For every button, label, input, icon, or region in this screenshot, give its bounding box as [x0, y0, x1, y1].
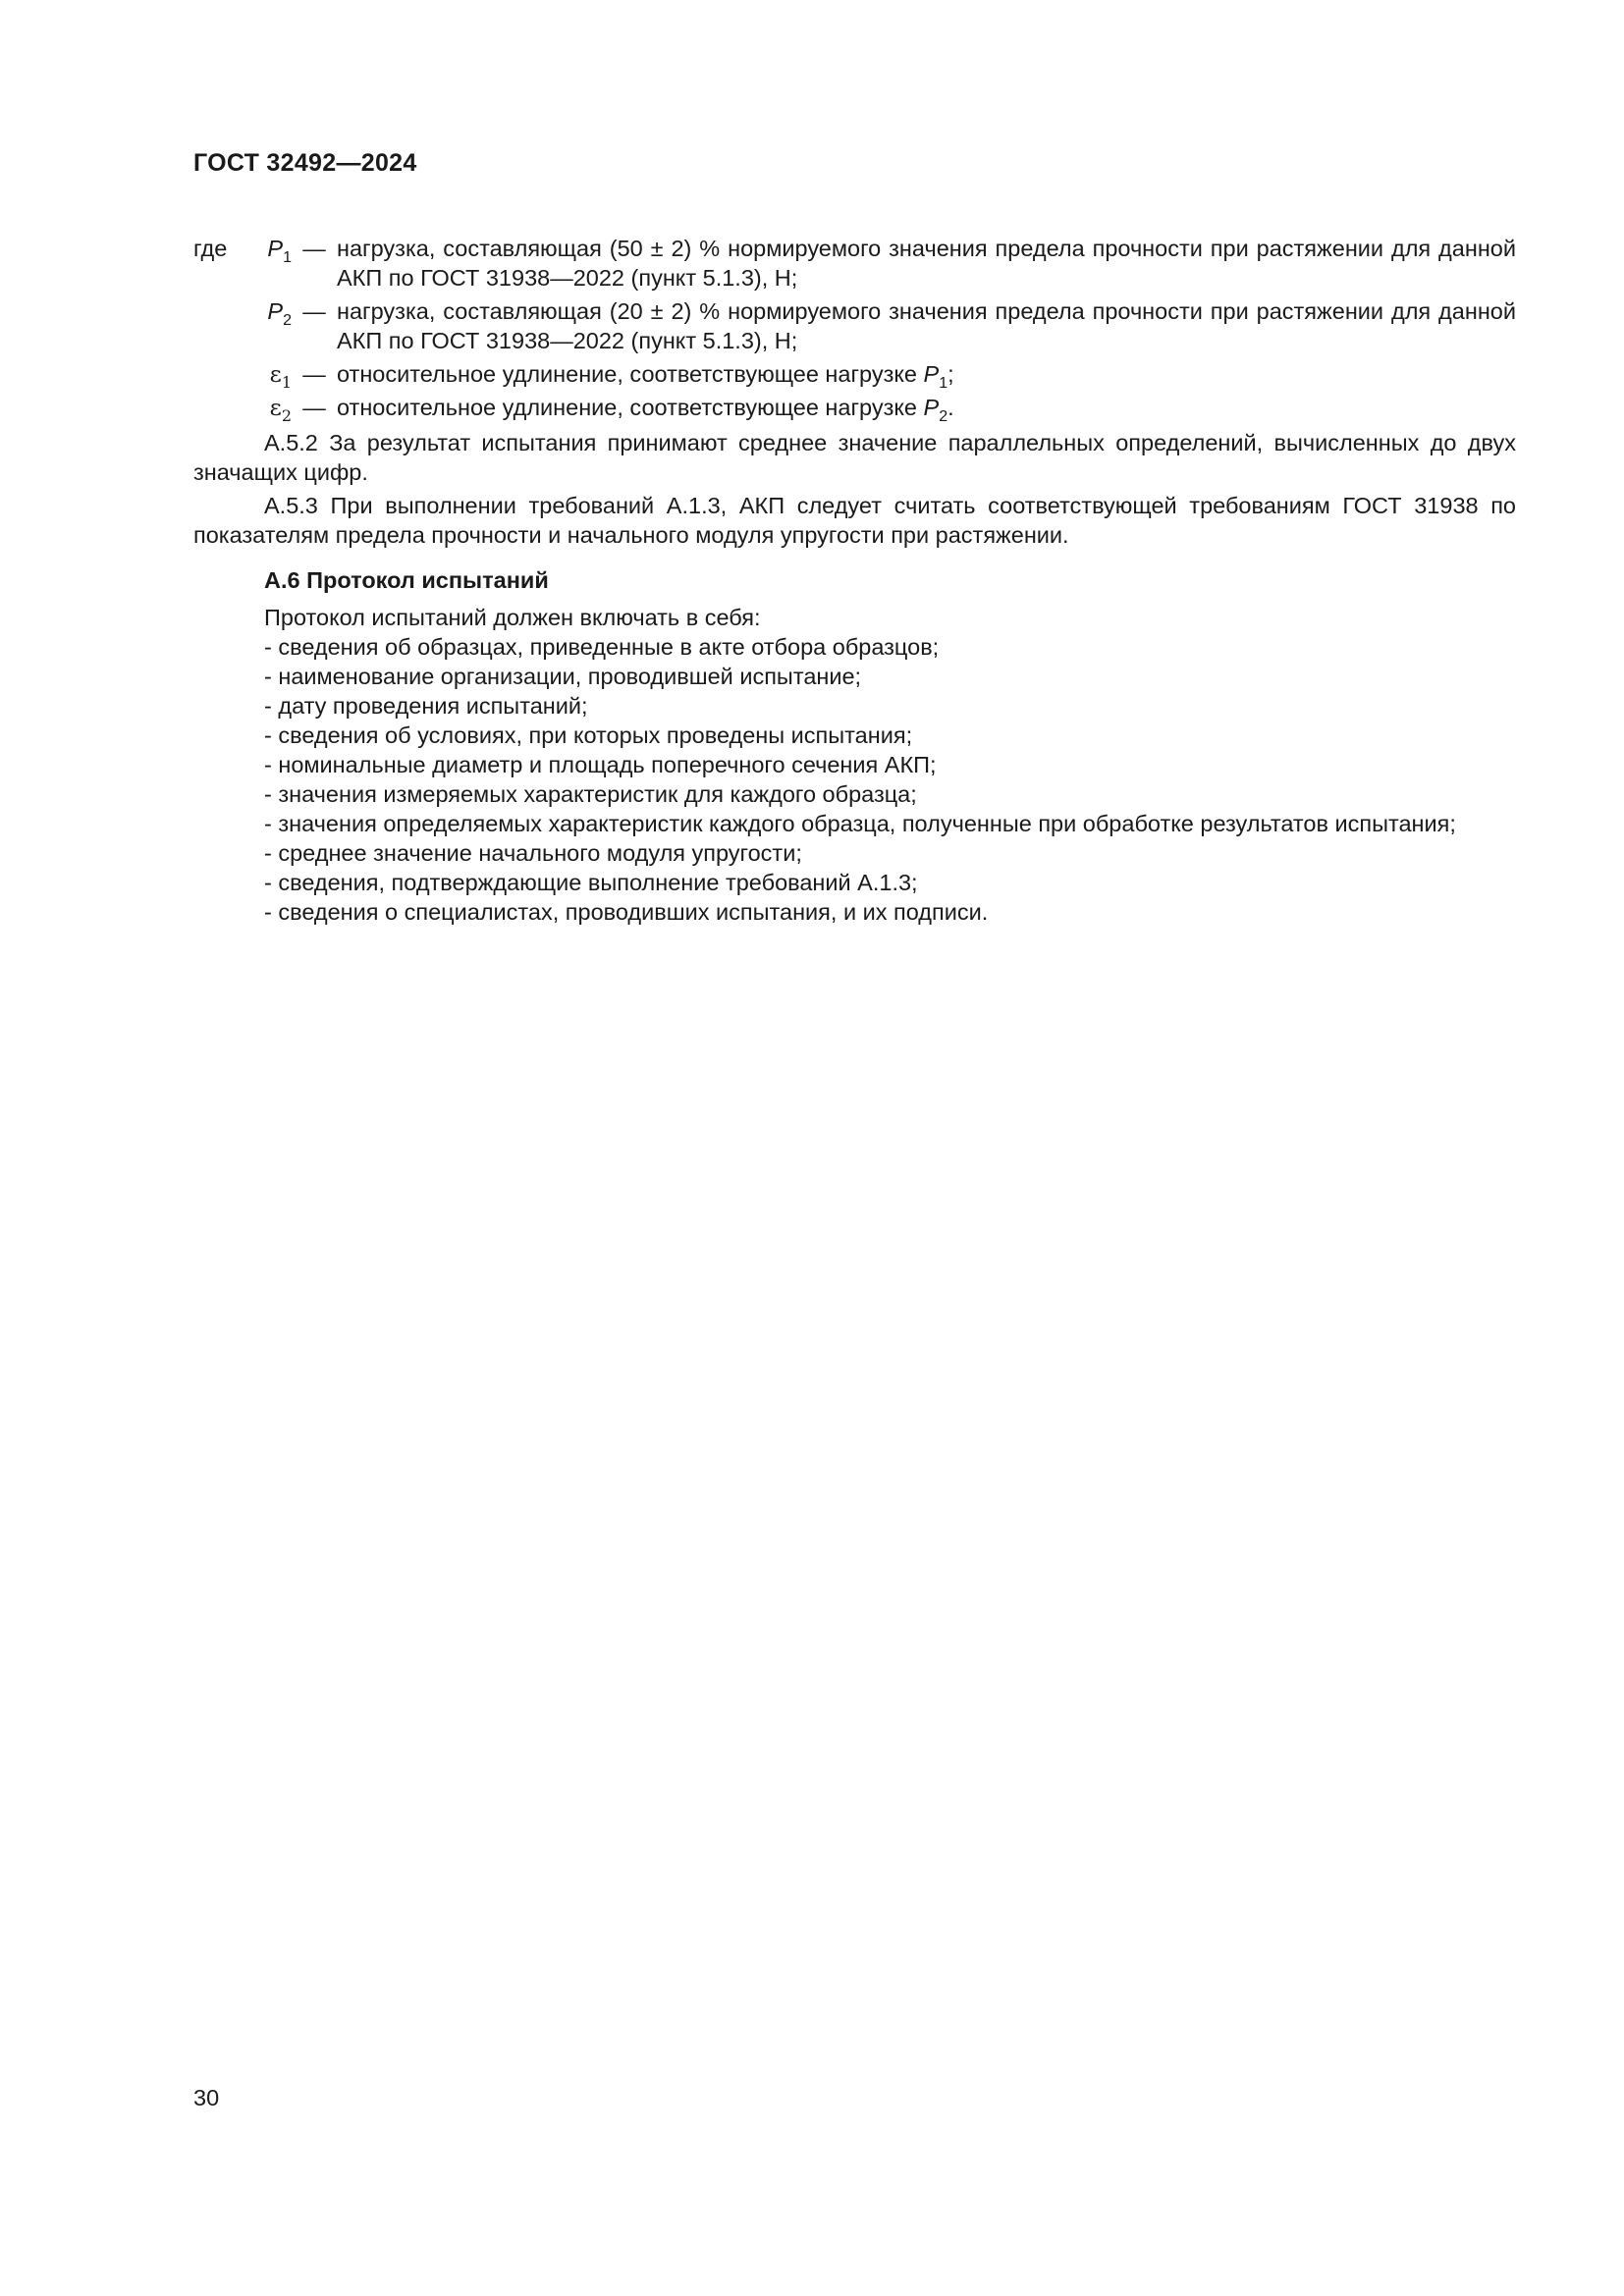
list-item: - значения измеряемых характеристик для каждого образца;: [264, 781, 917, 807]
symbol-letter: P: [267, 236, 284, 261]
page-number: 30: [193, 2085, 220, 2110]
definition-dash: —: [302, 361, 326, 387]
symbol-subscript: 1: [281, 373, 292, 392]
list-item: - сведения об условиях, при которых проведены испытания;: [264, 722, 913, 748]
symbol-subscript: 2: [281, 406, 292, 425]
ref-symbol: P: [923, 395, 940, 420]
definition-row: [193, 234, 1516, 293]
definition-row: [193, 393, 1516, 425]
definition-text: относительное удлинение, соответствующее нагрузке $P_1$;: [337, 361, 954, 392]
symbol-subscript: 1: [283, 249, 292, 266]
ref-subscript: 2: [939, 408, 948, 425]
definition-dash: —: [302, 395, 326, 420]
definition-prefix: где: [193, 236, 228, 261]
definition-text: нагрузка, составляющая (50 ± 2) % нормируемого значения предела прочности при растяжении для данной АКП по ГОСТ 31938—2022 (пункт 5.1.3), Н;: [337, 236, 1516, 291]
symbol-letter: ε: [269, 360, 282, 388]
definition-dash: —: [302, 236, 326, 261]
definition-text: относительное удлинение, соответствующее нагрузке $P_2$.: [337, 395, 954, 425]
definition-row: [193, 296, 1516, 355]
list-item: - значения определяемых характеристик каждого образца, полученные при обработке результатов испытания;: [264, 811, 1456, 836]
list-item: - номинальные диаметр и площадь поперечного сечения АКП;: [264, 752, 937, 777]
section-intro: Протокол испытаний должен включать в себя:: [264, 605, 761, 630]
symbol-subscript: 2: [283, 312, 292, 329]
definition-text: нагрузка, составляющая (20 ± 2) % нормируемого значения предела прочности при растяжении для данной АКП по ГОСТ 31938—2022 (пункт 5.1.3), Н;: [337, 298, 1516, 353]
ref-subscript: 1: [939, 375, 948, 392]
definition-row: [193, 359, 1516, 392]
list-item: - сведения, подтверждающие выполнение требований А.1.3;: [264, 870, 918, 895]
page-content: [193, 234, 1516, 927]
protocol-list: [193, 632, 1516, 927]
list-item: - среднее значение начального модуля упругости;: [264, 840, 802, 866]
ref-symbol: P: [923, 361, 940, 387]
list-item: - наименование организации, проводившей испытание;: [264, 664, 862, 689]
list-item: - сведения о специалистах, проводивших испытания, и их подписи.: [264, 899, 989, 925]
symbol-letter: P: [267, 298, 284, 324]
definition-dash: —: [302, 298, 326, 324]
document-header: ГОСТ 32492—2024: [193, 149, 417, 177]
paragraph-a52: А.5.2 За результат испытания принимают среднее значение параллельных определений, вычисленных до двух значащих цифр.: [193, 430, 1516, 485]
list-item: - сведения об образцах, приведенные в акте отбора образцов;: [264, 634, 940, 660]
symbol-letter: ε: [269, 394, 282, 421]
paragraph-a53: А.5.3 При выполнении требований А.1.3, АКП следует считать соответствующей требованиям ГОСТ 31938 по показателям предела прочности и начального модуля упругости при растяжении.: [193, 493, 1516, 548]
section-title-a6: А.6 Протокол испытаний: [264, 567, 549, 593]
list-item: - дату проведения испытаний;: [264, 693, 588, 719]
